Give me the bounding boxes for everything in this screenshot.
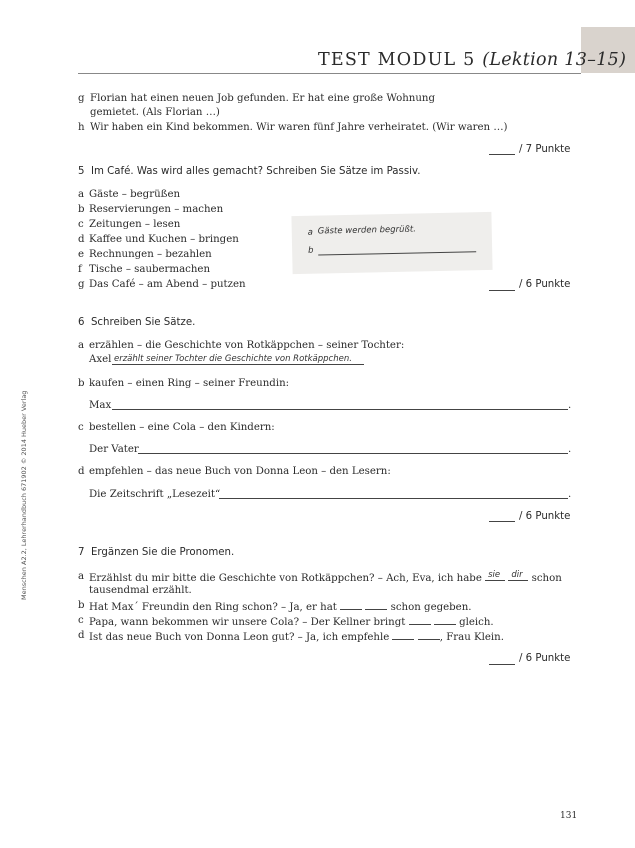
pronoun-blank[interactable]: [434, 614, 456, 625]
list-item: b: [78, 378, 85, 389]
list-item-text: Reservierungen – machen: [89, 204, 224, 215]
answer-line[interactable]: [112, 364, 364, 365]
list-item: a: [78, 189, 85, 200]
example-answer: erzählt seiner Tochter die Geschichte von Rotkäppchen.: [114, 354, 352, 364]
task-6c-subject: Der Vater: [89, 444, 139, 455]
list-item: a: [78, 340, 85, 351]
task-7c-text: Papa, wann bekommen wir unsere Cola? – Der Kellner bringt gleich.: [89, 614, 494, 629]
list-item: c: [78, 219, 84, 230]
task-7a-text: Erzählst du mir bitte die Geschichte von Rotkäppchen? – Ach, Eva, ich habe sie dir schon: [89, 570, 562, 584]
points-blank[interactable]: [489, 664, 515, 665]
task-6-heading: 6 Schreiben Sie Sätze.: [78, 317, 196, 328]
points-blank[interactable]: [489, 154, 515, 155]
answer-line[interactable]: [219, 498, 568, 499]
list-item: b: [78, 204, 85, 215]
pronoun-blank[interactable]: [418, 629, 440, 640]
pronoun-blank[interactable]: [409, 614, 431, 625]
page-number: 131: [560, 811, 578, 821]
list-item-text: Zeitungen – lesen: [89, 219, 181, 230]
points-label: / 6 Punkte: [519, 511, 571, 522]
pronoun-blank[interactable]: [365, 599, 387, 610]
task-7b-text: Hat Max´ Freundin den Ring schon? – Ja, er hat schon gegeben.: [89, 599, 472, 614]
list-item-text: Wir haben ein Kind bekommen. Wir waren fünf Jahre verheiratet. (Wir waren …): [90, 122, 508, 133]
list-item: e: [78, 249, 85, 260]
pronoun-blank[interactable]: [392, 629, 414, 640]
list-item: f: [78, 264, 82, 275]
list-item-text: Kaffee und Kuchen – bringen: [89, 234, 239, 245]
task-6d-prompt: empfehlen – das neue Buch von Donna Leon – den Lesern:: [89, 466, 391, 477]
answer-line[interactable]: [112, 409, 568, 410]
filled-pronoun: dir: [511, 570, 523, 580]
task-6d-subject: Die Zeitschrift „Lesezeit“: [89, 489, 221, 500]
task-6a-prompt: erzählen – die Geschichte von Rotkäppchen – seiner Tochter:: [89, 340, 405, 351]
example-note-card: [291, 212, 492, 274]
period: .: [568, 400, 572, 411]
list-item: d: [78, 466, 85, 477]
note-label: a: [307, 227, 314, 238]
list-item-text: gemietet. (Als Florian …): [90, 107, 220, 118]
list-item: a: [78, 571, 85, 582]
task-6a-subject: Axel: [89, 354, 112, 365]
list-item-text: Rechnungen – bezahlen: [89, 249, 212, 260]
task-6c-prompt: bestellen – eine Cola – den Kindern:: [89, 422, 275, 433]
points-label: / 6 Punkte: [519, 653, 571, 664]
list-item: d: [78, 234, 85, 245]
note-label: b: [308, 245, 314, 256]
period: .: [568, 444, 572, 455]
answer-line[interactable]: [138, 453, 568, 454]
list-item-text: Tische – saubermachen: [89, 264, 211, 275]
filled-pronoun: sie: [488, 570, 501, 580]
example-answer: Gäste werden begrüßt.: [317, 224, 416, 237]
period: .: [568, 489, 572, 500]
points-blank[interactable]: [489, 521, 515, 522]
task-6b-prompt: kaufen – einen Ring – seiner Freundin:: [89, 378, 290, 389]
pronoun-blank[interactable]: [485, 570, 505, 581]
copyright-side-text: Menschen A2.2, Lehrerhandbuch 671902 © 2014 Hueber Verlag: [20, 390, 28, 600]
header-rule: [78, 73, 581, 74]
points-blank[interactable]: [489, 290, 515, 291]
pronoun-blank[interactable]: [508, 570, 528, 581]
list-item: h: [78, 122, 85, 133]
task-7a-text-cont: tausendmal erzählt.: [89, 585, 192, 596]
list-item: g: [78, 279, 85, 290]
list-item-text: Florian hat einen neuen Job gefunden. Er hat eine große Wohnung: [90, 93, 435, 104]
points-label: / 6 Punkte: [519, 279, 571, 290]
list-item: g: [78, 93, 85, 104]
list-item-text: Das Café – am Abend – putzen: [89, 279, 246, 290]
list-item: c: [78, 615, 84, 626]
list-item: b: [78, 600, 85, 611]
list-item: d: [78, 630, 85, 641]
points-label: / 7 Punkte: [519, 144, 571, 155]
list-item-text: Gäste – begrüßen: [89, 189, 181, 200]
list-item: c: [78, 422, 84, 433]
answer-line[interactable]: [318, 251, 476, 255]
page-title: TEST MODUL 5 (Lektion 13–15): [318, 50, 627, 70]
task-7d-text: Ist das neue Buch von Donna Leon gut? – Ja, ich empfehle , Frau Klein.: [89, 629, 504, 644]
task-5-heading: 5 Im Café. Was wird alles gemacht? Schreiben Sie Sätze im Passiv.: [78, 166, 421, 177]
task-7-heading: 7 Ergänzen Sie die Pronomen.: [78, 547, 235, 558]
pronoun-blank[interactable]: [340, 599, 362, 610]
task-6b-subject: Max: [89, 400, 112, 411]
